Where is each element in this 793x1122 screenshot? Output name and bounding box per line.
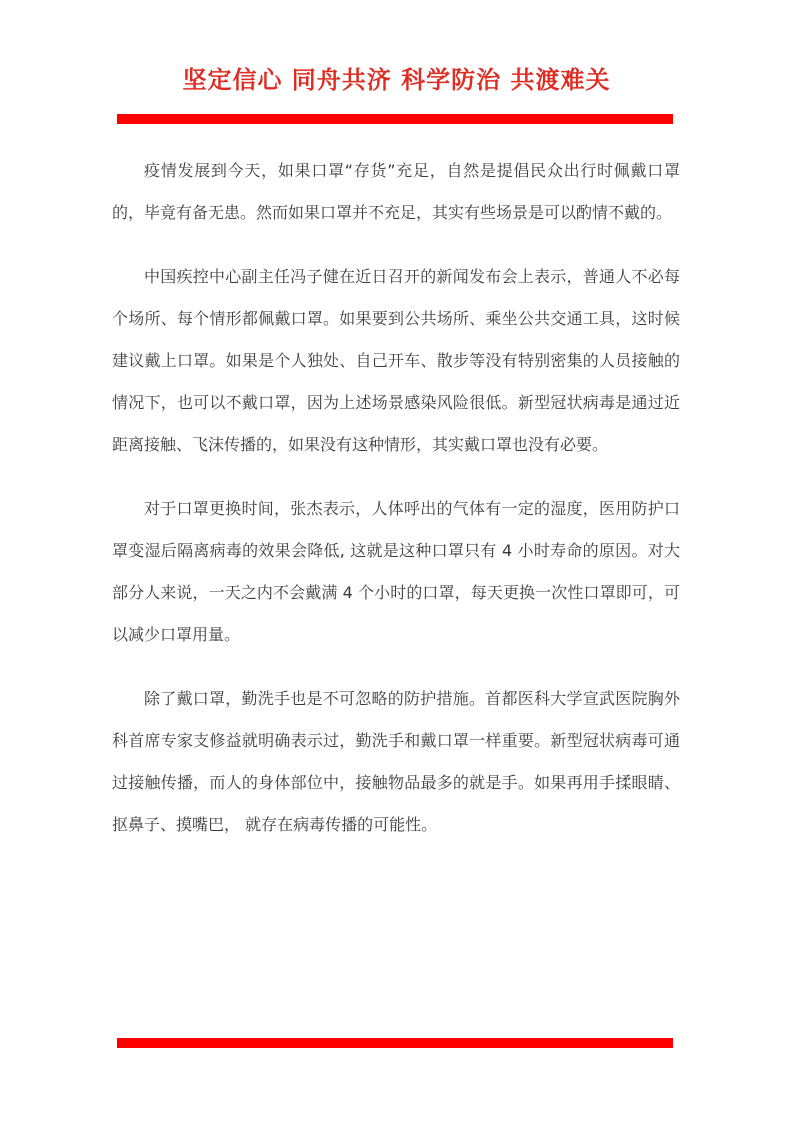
paragraph-1: 疫情发展到今天，如果口罩“存货”充足，自然是提倡民众出行时佩戴口罩的，毕竟有备无患。然而如果口罩并不充足，其实有些场景是可以酌情不戴的。 — [112, 161, 680, 222]
document-title: 坚定信心 同舟共济 科学防治 共渡难关 — [182, 66, 611, 94]
top-divider-rule — [117, 114, 673, 124]
bottom-divider-rule — [117, 1038, 673, 1048]
paragraph-3: 对于口罩更换时间，张杰表示，人体呼出的气体有一定的湿度，医用防护口罩变湿后隔离病毒的效果会降低, 这就是这种口罩只有 4 小时寿命的原因。对大部分人来说，一天之内不会戴满 4 个小时的口罩，每天更换一次性口罩即可，可以减少口罩用量。 — [112, 499, 680, 644]
paragraph-2: 中国疾控中心副主任冯子健在近日召开的新闻发布会上表示，普通人不必每个场所、每个情形都佩戴口罩。如果要到公共场所、乘坐公共交通工具，这时候建议戴上口罩。如果是个人独处、自己开车、散步等没有特别密集的人员接触的情况下，也可以不戴口罩，因为上述场景感染风险很低。新型冠状病毒是通过近距离接触、飞沫传播的，如果没有这种情形，其实戴口罩也没有必要。 — [112, 267, 680, 454]
paragraph-4: 除了戴口罩，勤洗手也是不可忽略的防护措施。首都医科大学宣武医院胸外科首席专家支修益就明确表示过，勤洗手和戴口罩一样重要。新型冠状病毒可通过接触传播，而人的身体部位中，接触物品最多的就是手。如果再用手揉眼睛、抠鼻子、摸嘴巴， 就存在病毒传播的可能性。 — [112, 689, 680, 834]
document-body — [112, 150, 680, 846]
